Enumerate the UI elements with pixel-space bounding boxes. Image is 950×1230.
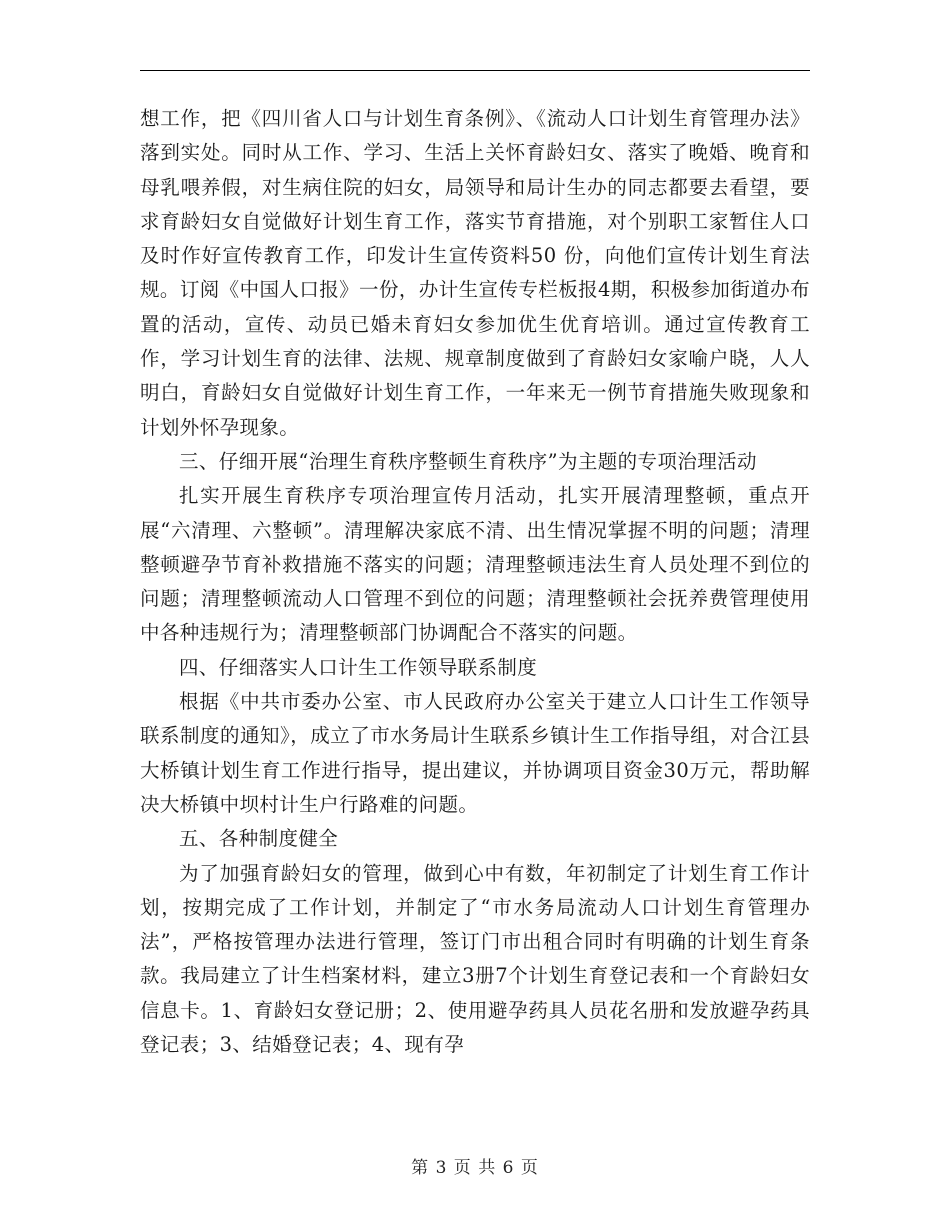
header-rule [140, 70, 810, 71]
page-number-footer: 第 3 页 共 6 页 [411, 1158, 539, 1178]
body-paragraph: 想工作，把《四川省人口与计划生育条例》、《流动人口计划生育管理办法》落到实处。同时从工作、学习、生活上关怀育龄妇女、落实了晚婚、晚育和母乳喂养假，对生病住院的妇女，局领导和局计生办的同志都要去看望，要求育龄妇女自觉做好计划生育工作，落实节育措施，对个别职工家暂住人口及时作好宣传教育工作，印发计生宣传资料50 份，向他们宣传计划生育法规。订阅《中国人口报》一份，办计生宣传专栏板报4期，积极参加街道办布置的活动，宣传、动员已婚未育妇女参加优生优育培训。通过宣传教育工作，学习计划生育的法律、法规、规章制度做到了育龄妇女家喻户晓，人人明白，育龄妇女自觉做好计划生育工作，一年来无一例节育措施失败现象和计划外怀孕现象。 [140, 107, 810, 439]
body-paragraph: 根据《中共市委办公室、市人民政府办公室关于建立人口计生工作领导联系制度的通知》，成立了市水务局计生联系乡镇计生工作指导组，对合江县大桥镇计划生育工作进行指导，提出建议，并协调项目资金30万元，帮助解决大桥镇中坝村计生户行路难的问题。 [140, 690, 810, 816]
document-body [140, 102, 810, 1062]
section-heading: 四、仔细落实人口计生工作领导联系制度 [179, 655, 538, 679]
body-paragraph: 为了加强育龄妇女的管理，做到心中有数，年初制定了计划生育工作计划，按期完成了工作计划，并制定了“市水务局流动人口计划生育管理办法”，严格按管理办法进行管理，签订门市出租合同时有明确的计划生育条款。我局建立了计生档案材料，建立3册7个计划生育登记表和一个育龄妇女信息卡。1、育龄妇女登记册；2、使用避孕药具人员花名册和发放避孕药具登记表；3、结婚登记表；4、现有孕 [140, 861, 810, 1057]
section-heading: 五、各种制度健全 [179, 827, 339, 851]
body-paragraph: 扎实开展生育秩序专项治理宣传月活动，扎实开展清理整顿，重点开展“六清理、六整顿”。清理解决家底不清、出生情况掌握不明的问题；清理整顿避孕节育补救措施不落实的问题；清理整顿违法生育人员处理不到位的问题；清理整顿流动人口管理不到位的问题；清理整顿社会抚养费管理使用中各种违规行为；清理整顿部门协调配合不落实的问题。 [140, 484, 810, 645]
section-heading: 三、仔细开展“治理生育秩序整顿生育秩序”为主题的专项治理活动 [179, 449, 757, 473]
